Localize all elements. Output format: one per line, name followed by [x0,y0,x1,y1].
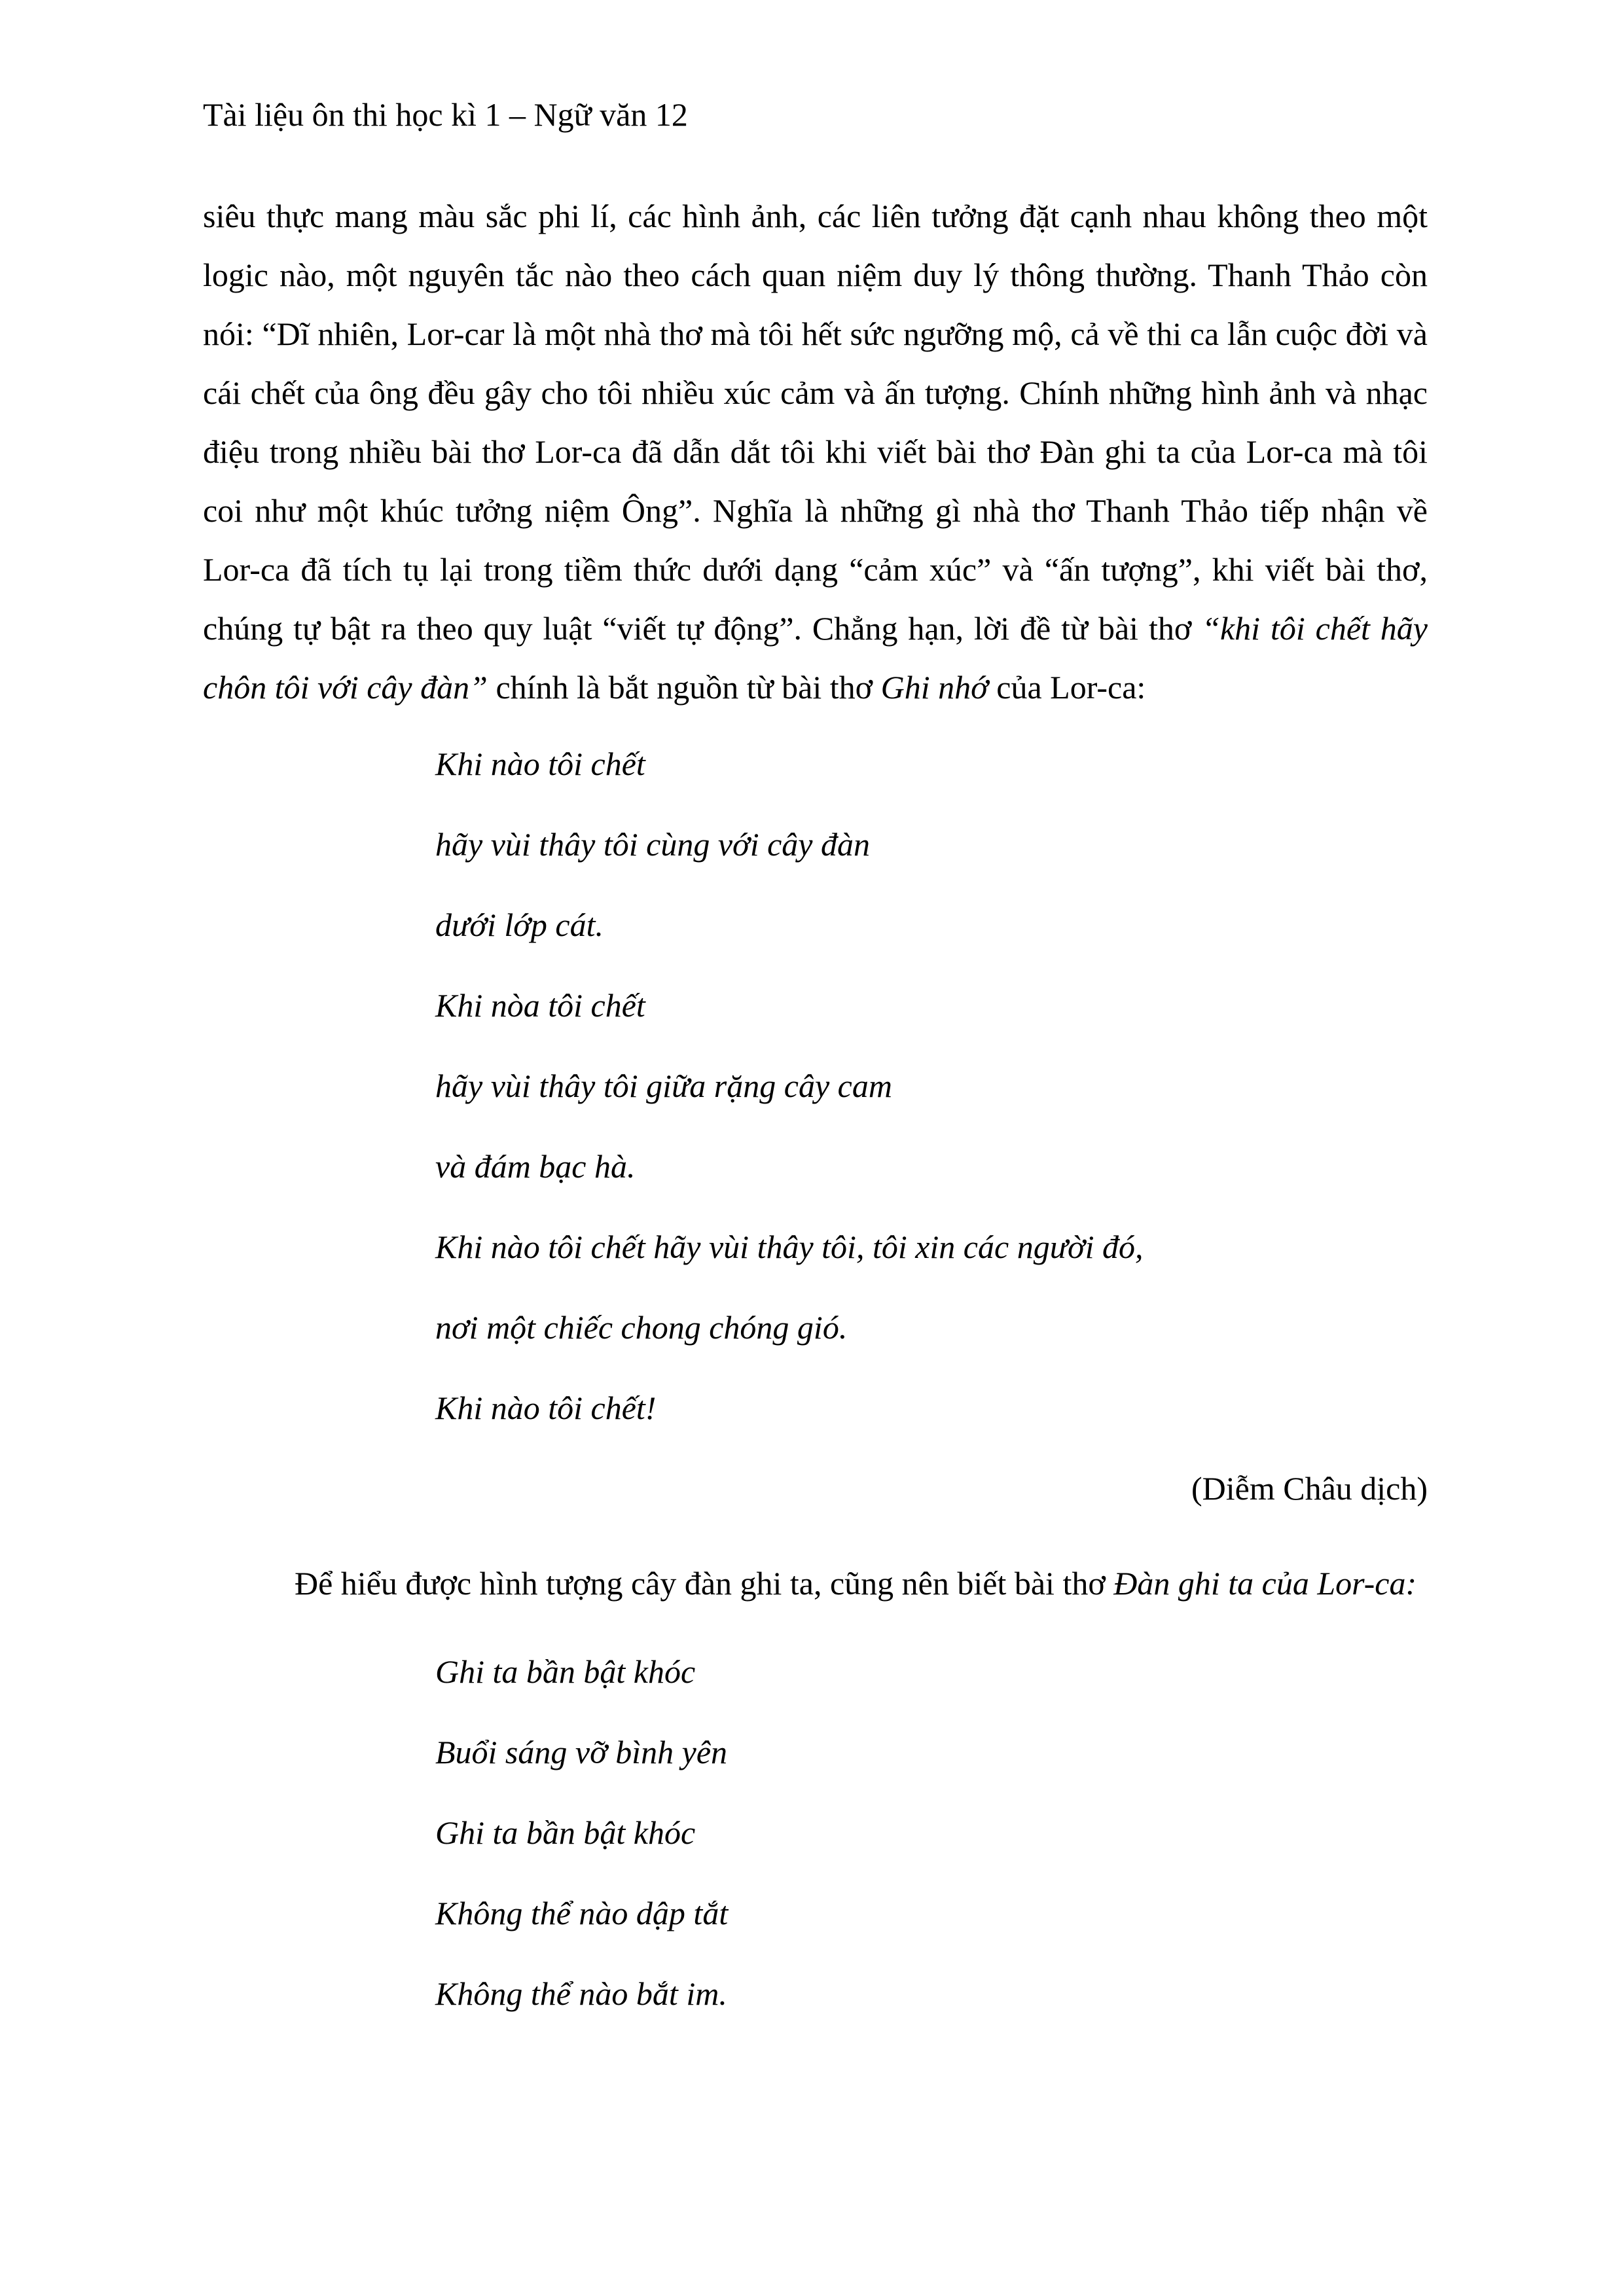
page-header: Tài liệu ôn thi học kì 1 – Ngữ văn 12 [203,96,688,133]
poem-line: Không thể nào bắt im. [435,1975,727,2012]
poem-line: Khi nào tôi chết hãy vùi thây tôi, tôi xin các người đó, [435,1229,1144,1265]
poem-line: và đám bạc hà. [435,1148,636,1185]
poem-line: Khi nào tôi chết [435,745,645,782]
poem-line: Khi nào tôi chết! [435,1390,657,1426]
paragraph-1-poem-title: Ghi nhớ [880,669,988,706]
poem-line: Ghi ta bần bật khóc [435,1653,696,1690]
poem-line: hãy vùi thây tôi giữa rặng cây cam [435,1067,892,1104]
paragraph-1-text-end: của Lor-ca: [988,669,1146,706]
poem-line: Buổi sáng vỡ bình yên [435,1734,728,1770]
poem-line: dưới lớp cát. [435,906,604,943]
paragraph-2-text: Để hiểu được hình tượng cây đàn ghi ta, cũng nên biết bài thơ [295,1565,1114,1602]
poem-line: nơi một chiếc chong chóng gió. [435,1309,848,1346]
paragraph-1-text-cont: chính là bắt nguồn từ bài thơ [487,669,881,706]
translator-credit: (Diễm Châu dịch) [1191,1470,1428,1507]
poem-line: Ghi ta bần bật khóc [435,1814,696,1851]
paragraph-1-epigraph-quote: “khi tôi chết hãy chôn tôi với cây đàn” [203,610,1428,706]
paragraph-1 [203,187,1428,717]
poem-line: hãy vùi thây tôi cùng với cây đàn [435,826,870,863]
paragraph-2 [203,1554,1428,1613]
poem-line: Khi nòa tôi chết [435,987,645,1024]
poem-dan-ghi-ta [435,1642,1428,2023]
paragraph-1-text: siêu thực mang màu sắc phi lí, các hình ảnh, các liên tưởng đặt cạnh nhau không theo một logic nào, một nguyên tắc nào theo cách quan niệm duy lý thông thường. Thanh Thảo còn nói: “Dĩ nhiên, Lor-car là một nhà thơ mà tôi hết sức ngưỡng mộ, cả về thi ca lẫn cuộc đời và cái chết của ông đều gây cho tôi nhiều xúc cảm và ấn tượng. Chính những hình ảnh và nhạc điệu trong nhiều bài thơ Lor-ca đã dẫn dắt tôi khi viết bài thơ Đàn ghi ta của Lor-ca mà tôi coi như một khúc tưởng niệm Ông”. Nghĩa là những gì nhà thơ Thanh Thảo tiếp nhận về Lor-ca đã tích tụ lại trong tiềm thức dưới dạng “cảm xúc” và “ấn tượng”, khi viết bài thơ, chúng tự bật ra theo quy luật “viết tự động”. Chẳng hạn, lời đề từ bài thơ [203,198,1428,647]
paragraph-2-poem-title: Đàn ghi ta của Lor-ca: [1113,1565,1417,1602]
poem-line: Không thể nào dập tắt [435,1895,729,1931]
poem-ghi-nho [435,734,1428,1437]
